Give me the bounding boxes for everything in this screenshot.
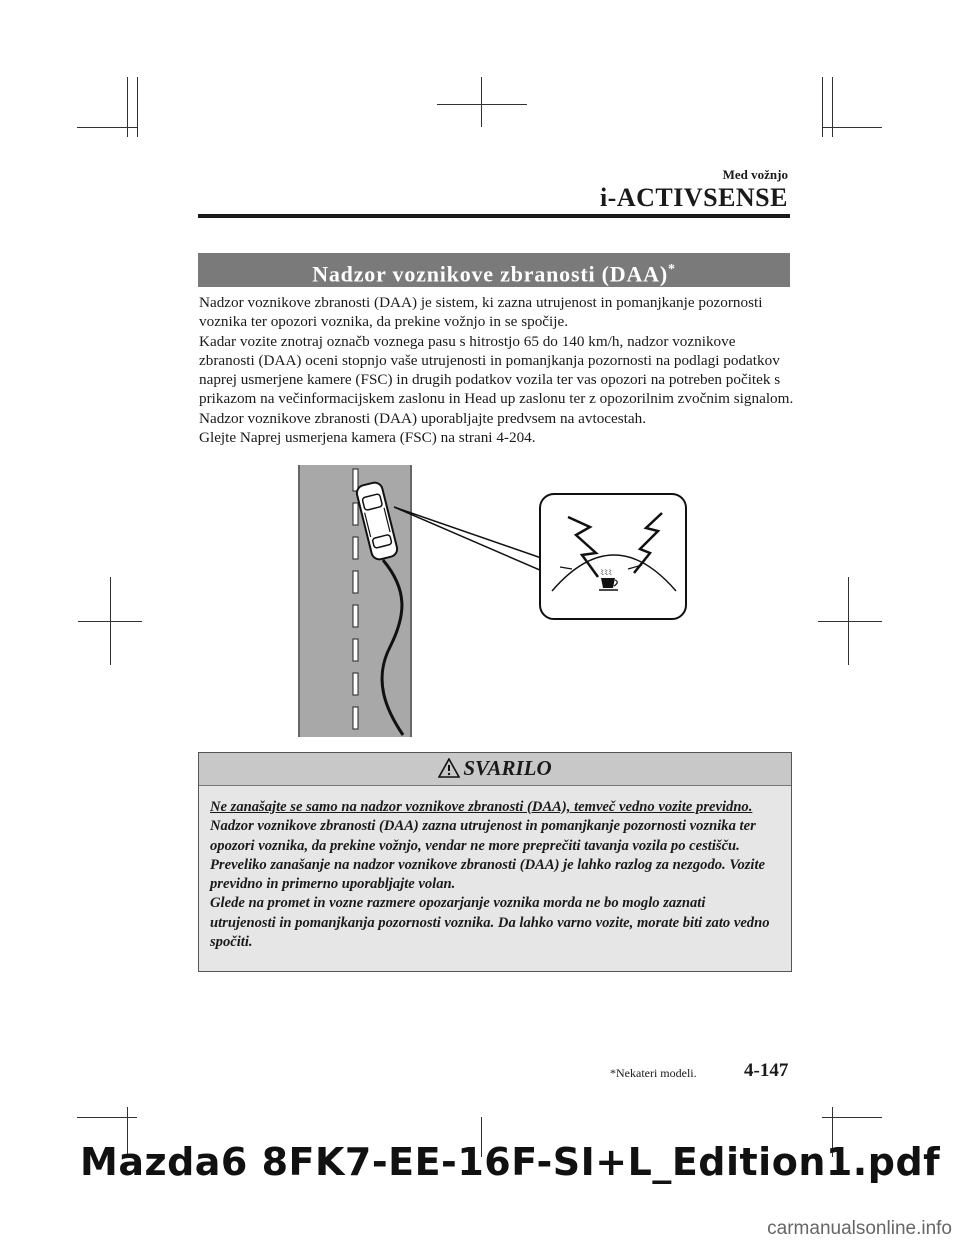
crop-mark	[822, 127, 882, 128]
warning-heading: SVARILO	[463, 756, 552, 780]
warning-line: Glede na promet in vozne razmere opozarjanje voznika morda ne bo moglo zaznati utrujenosti in pomanjkanja pozornosti voznika. Da lahko varno vozite, morate biti zato vedno spočiti.	[210, 895, 770, 951]
paragraph: Nadzor voznikove zbranosti (DAA) je sistem, ki zazna utrujenost in pomanjkanje pozornosti voznika ter opozori voznika, da prekine vožnjo in se spočije.	[199, 294, 763, 331]
daa-illustration	[298, 465, 698, 742]
callout-pointer	[394, 507, 550, 571]
daa-illustration-svg	[298, 465, 698, 737]
crop-mark	[818, 621, 882, 622]
warning-body	[210, 798, 771, 952]
crop-mark	[822, 1117, 882, 1118]
coffee-steam: ﾐﾐﾐ	[600, 568, 612, 577]
road-edge-left	[298, 465, 300, 737]
warning-header	[199, 753, 791, 786]
crop-mark	[481, 77, 482, 127]
section-divider	[198, 214, 790, 218]
crop-mark	[77, 1117, 137, 1118]
paragraph: Nadzor voznikove zbranosti (DAA) uporabljajte predvsem na avtocestah.	[199, 409, 647, 427]
page-title-text: Nadzor voznikove zbranosti (DAA)	[312, 261, 668, 287]
page-number: 4-147	[744, 1060, 789, 1081]
crop-mark	[78, 621, 142, 622]
crop-mark	[437, 104, 527, 105]
warning-box	[198, 752, 792, 972]
crop-mark	[127, 77, 128, 137]
crop-mark	[832, 77, 833, 137]
warning-line: Nadzor voznikove zbranosti (DAA) zazna utrujenost in pomanjkanje pozornosti voznika ter opozori voznika, da prekine vožnjo, vendar ne more preprečiti tavanja vozila po cestišču. Preveliko zanašanje na nadzor voznikove zbranosti (DAA) je lahko razlog za nezgodo. Vozite previdno in primerno uporabljajte volan.	[210, 818, 766, 893]
crop-mark	[77, 127, 137, 128]
warning-header-inner	[199, 756, 791, 781]
paragraph: Glejte Naprej usmerjena kamera (FSC) na strani 4-204.	[199, 429, 536, 447]
pdf-filename: Mazda6 8FK7-EE-16F-SI+L_Edition1.pdf	[80, 1140, 941, 1184]
crop-mark	[137, 77, 138, 137]
section-title: i-ACTIVSENSE	[599, 183, 788, 212]
paragraph: Kadar vozite znotraj označb voznega pasu s hitrostjo 65 do 140 km/h, nadzor voznikove zbranosti (DAA) oceni stopnjo vaše utrujenosti in pomanjkanja pozornosti na podlagi podatkov naprej usmerjene kamere (FSC) in drugih podatkov vozila ter vas opozori na potreben počitek s prikazom na večinformacijskem zaslonu in Head up zaslonu ter z opozorilnim zvočnim signalom.	[199, 332, 794, 408]
warning-triangle-icon	[438, 758, 460, 778]
chapter-label: Med vožnjo	[722, 167, 788, 182]
optional-equipment-marker: *	[667, 262, 676, 277]
road-edge-right	[410, 465, 412, 737]
display-callout	[540, 494, 686, 619]
footnote: *Nekateri modeli.	[610, 1066, 697, 1080]
page-title	[198, 253, 790, 287]
body-text	[199, 293, 794, 447]
warning-line: Ne zanašajte se samo na nadzor voznikove zbranosti (DAA), temveč vedno vozite previdno.	[210, 799, 753, 815]
watermark: carmanualsonline.info	[767, 1218, 952, 1239]
crop-mark	[822, 77, 823, 137]
